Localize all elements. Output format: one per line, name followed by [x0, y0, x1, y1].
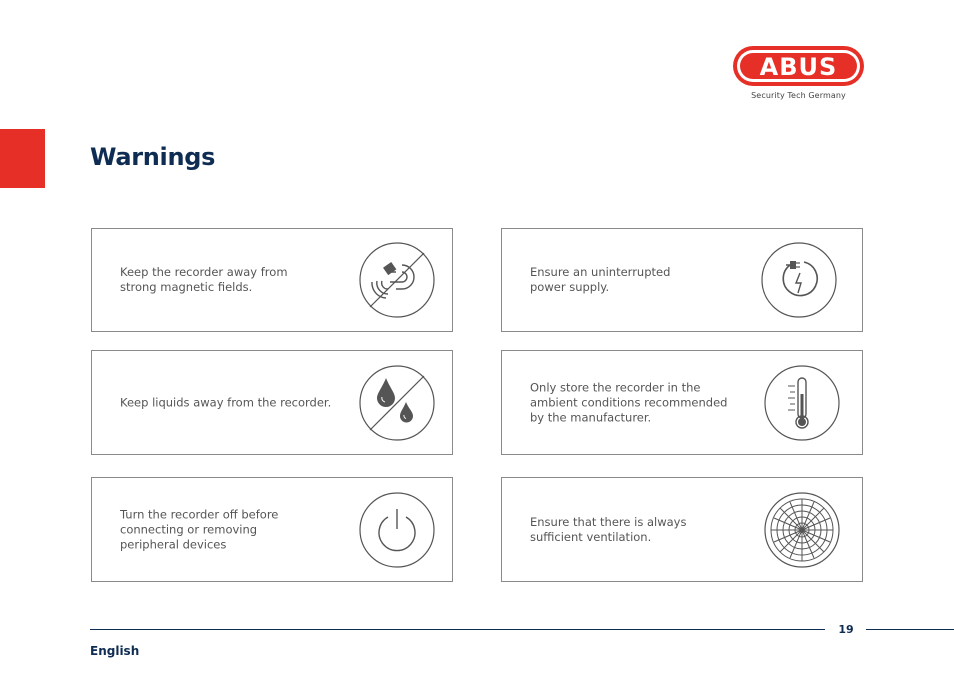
warning-card-power-off: [91, 477, 453, 582]
warning-card-liquids: [91, 350, 453, 455]
footer-rule: [90, 629, 825, 630]
no-magnet-icon: [358, 241, 436, 319]
warning-card-magnetic: [91, 228, 453, 332]
page-number: 19: [838, 623, 854, 636]
footer-rule-right: [866, 629, 954, 630]
warning-text-ventilation: Ensure that there is always sufficient ventilation.: [530, 514, 687, 544]
page-title: Warnings: [90, 143, 216, 171]
warning-text-ambient: Only store the recorder in the ambient conditions recommended by the manufacturer.: [530, 380, 728, 424]
warning-card-ambient: [501, 350, 863, 455]
warning-text-magnetic: Keep the recorder away from strong magnetic fields.: [120, 265, 288, 294]
abus-logo-text: ABUS: [759, 53, 838, 81]
power-button-icon: [358, 491, 436, 569]
thermometer-icon: [763, 364, 841, 442]
warning-card-ventilation: [501, 477, 863, 582]
abus-logo: [732, 45, 865, 105]
power-supply-icon: [760, 241, 838, 319]
section-tab-marker: [0, 129, 45, 188]
abus-logo-badge: [732, 45, 865, 87]
warning-text-power-off: Turn the recorder off before connecting or removing peripheral devices: [120, 507, 279, 551]
logo-tagline: Security Tech Germany: [751, 91, 846, 100]
no-liquids-icon: [358, 364, 436, 442]
footer-language: English: [90, 644, 140, 658]
warning-card-power-supply: [501, 228, 863, 332]
warning-text-power-supply: Ensure an uninterrupted power supply.: [530, 265, 671, 294]
fan-grille-icon: [763, 491, 841, 569]
warning-text-liquids: Keep liquids away from the recorder.: [120, 395, 332, 409]
